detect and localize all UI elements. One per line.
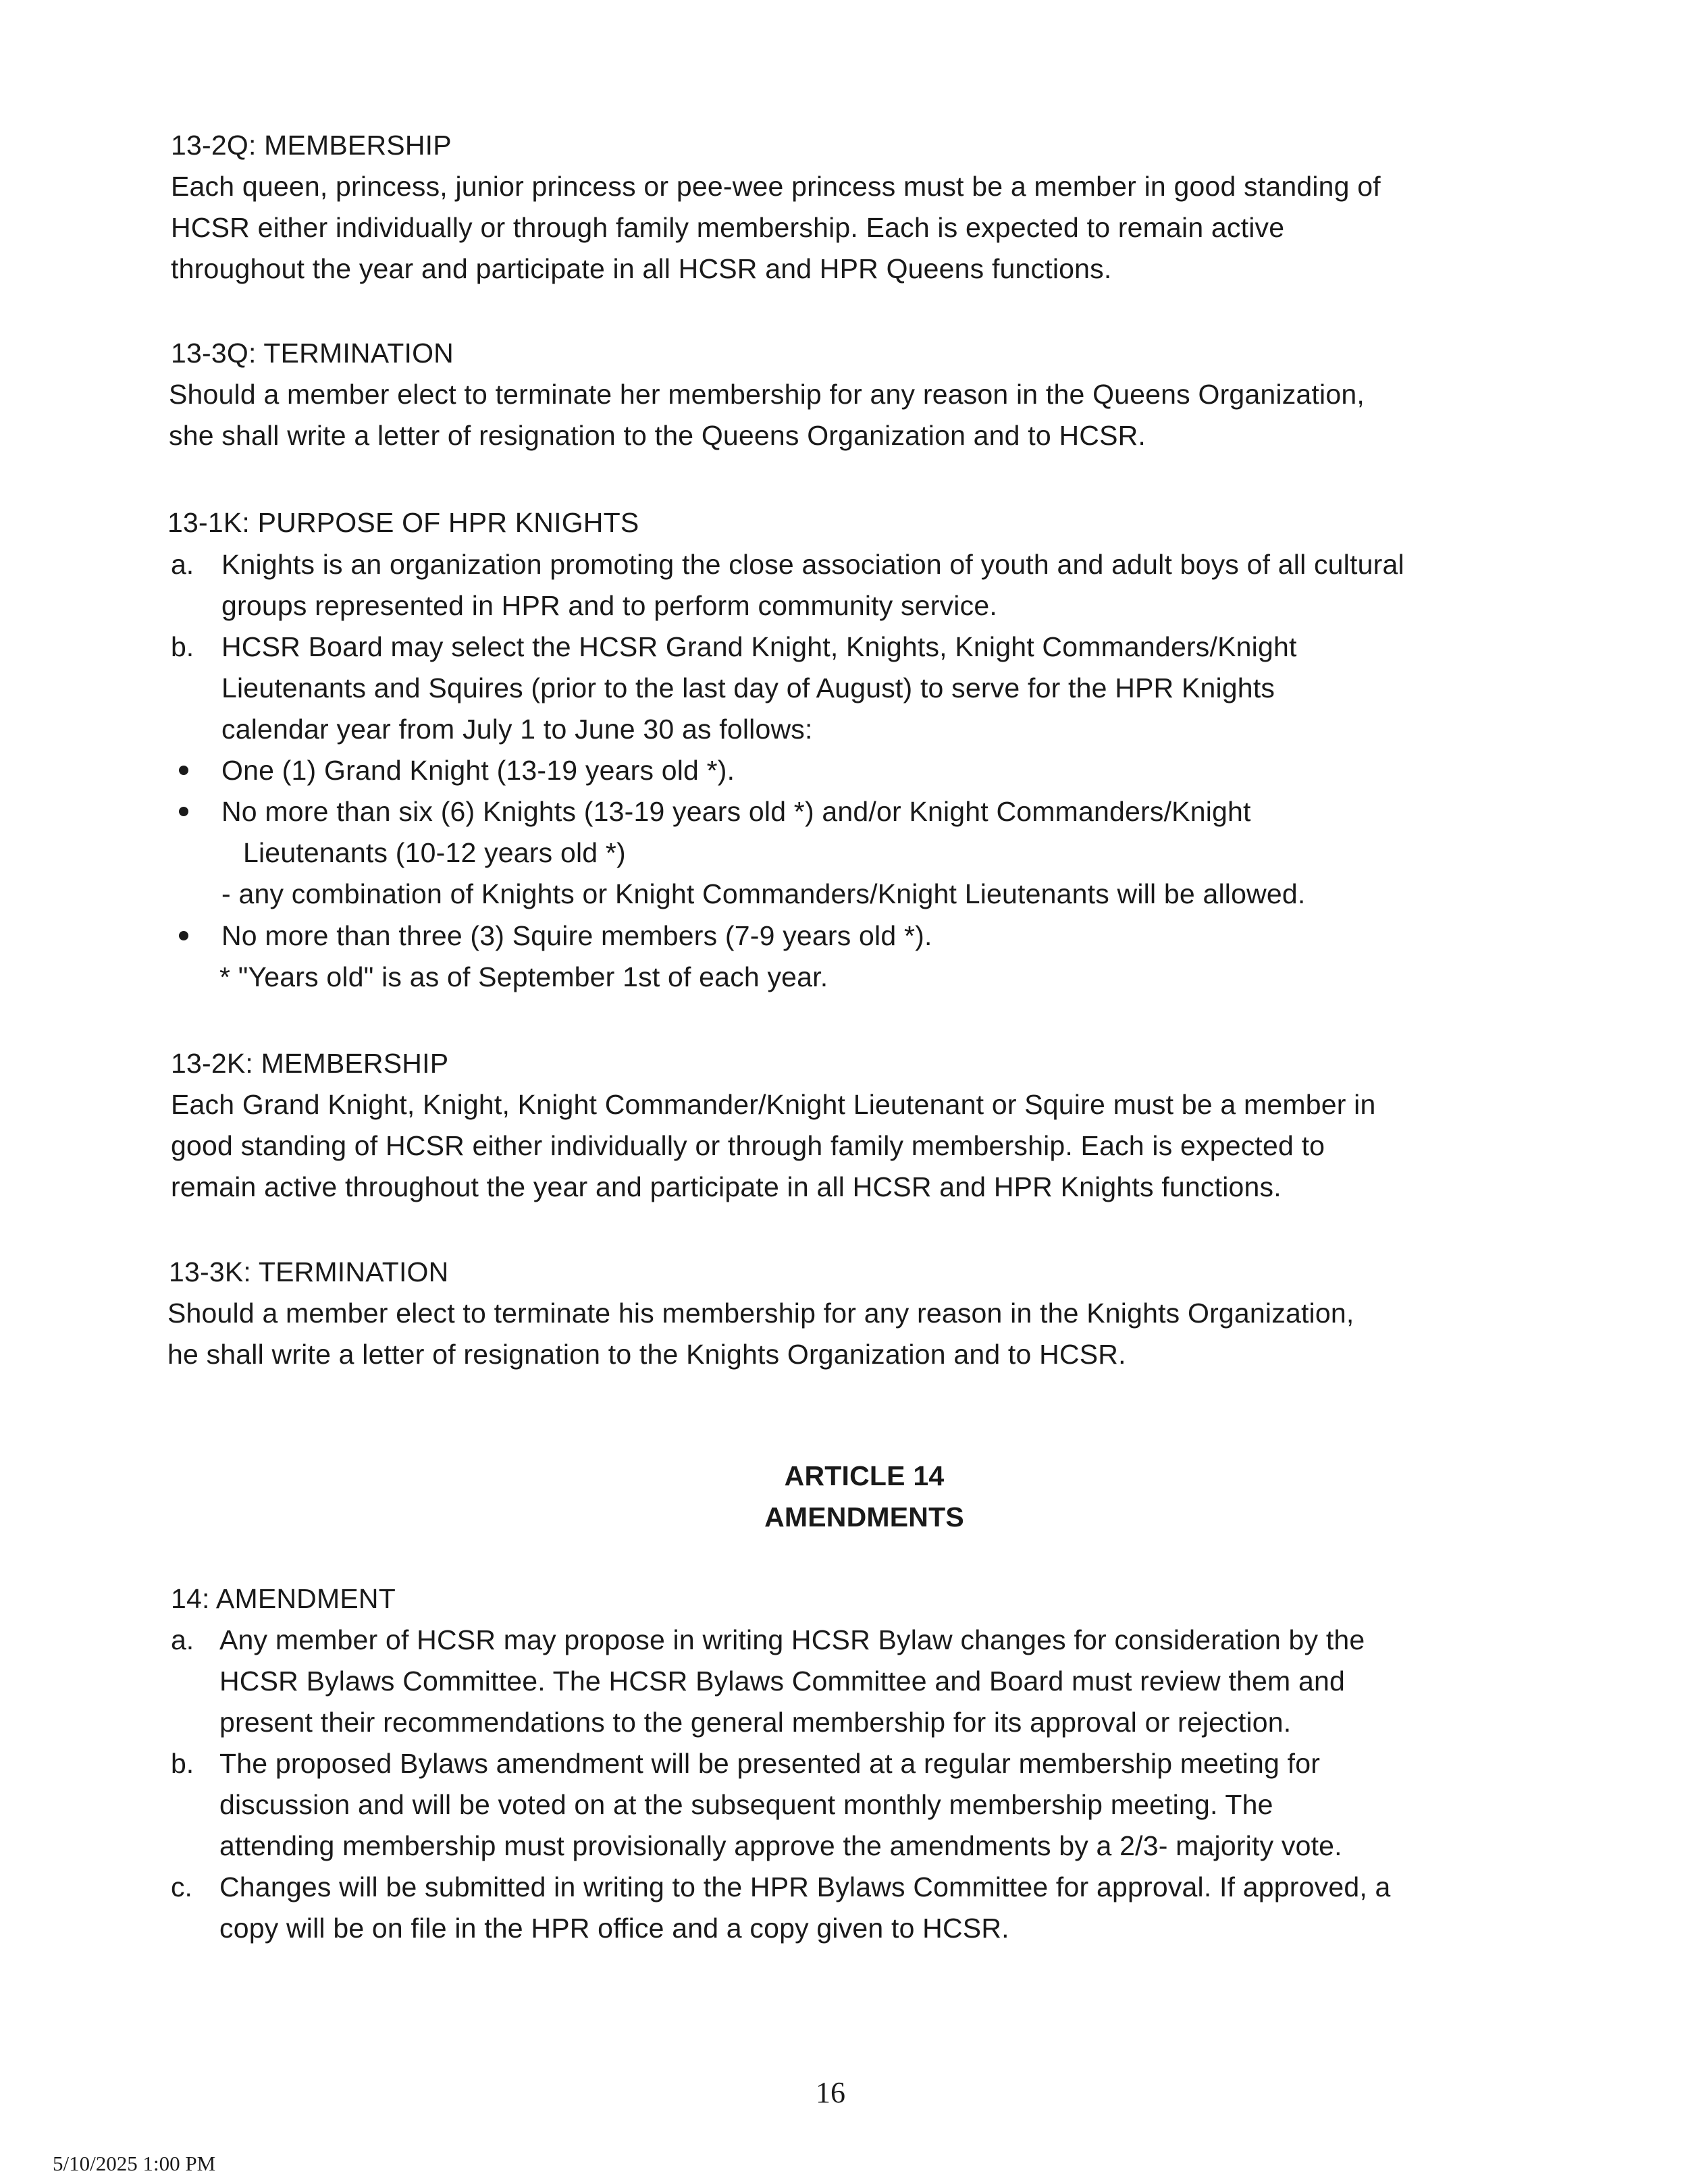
paragraph-line: Should a member elect to terminate her membership for any reason in the Queens Organization, xyxy=(169,379,1365,410)
paragraph-line: Should a member elect to terminate his membership for any reason in the Knights Organization, xyxy=(167,1298,1354,1329)
section-heading-13-2q: 13-2Q: MEMBERSHIP xyxy=(171,130,452,161)
bullet-item-line: Lieutenants (10-12 years old *) xyxy=(243,837,626,868)
bullet-item-line: No more than six (6) Knights (13-19 years old *) and/or Knight Commanders/Knight xyxy=(221,796,1251,827)
list-item-line: calendar year from July 1 to June 30 as follows: xyxy=(221,714,813,745)
paragraph-line: remain active throughout the year and participate in all HCSR and HPR Knights functions. xyxy=(171,1171,1282,1202)
list-item-line: Any member of HCSR may propose in writing HCSR Bylaw changes for consideration by the xyxy=(219,1624,1365,1655)
section-heading-13-3q: 13-3Q: TERMINATION xyxy=(171,338,454,369)
paragraph-line: throughout the year and participate in all HCSR and HPR Queens functions. xyxy=(171,253,1112,284)
page-number: 16 xyxy=(816,2076,845,2109)
list-item-line: Lieutenants and Squires (prior to the last day of August) to serve for the HPR Knights xyxy=(221,672,1275,703)
list-item-line: groups represented in HPR and to perform community service. xyxy=(221,590,997,621)
paragraph-line: HCSR either individually or through family membership. Each is expected to remain active xyxy=(171,212,1285,243)
list-item-line: Knights is an organization promoting the close association of youth and adult boys of all cultural xyxy=(221,549,1404,580)
list-item-line: HCSR Bylaws Committee. The HCSR Bylaws Committee and Board must review them and xyxy=(219,1666,1345,1697)
list-marker: b. xyxy=(171,1748,194,1779)
bullet-icon xyxy=(179,807,188,816)
list-item-line: attending membership must provisionally approve the amendments by a 2/3- majority vote. xyxy=(219,1830,1342,1861)
list-item-line: copy will be on file in the HPR office and a copy given to HCSR. xyxy=(219,1913,1009,1944)
list-marker: c. xyxy=(171,1871,192,1902)
bullet-item-line: - any combination of Knights or Knight Commanders/Knight Lieutenants will be allowed. xyxy=(221,878,1306,909)
footnote: * "Years old" is as of September 1st of each year. xyxy=(219,961,828,992)
paragraph-line: he shall write a letter of resignation to the Knights Organization and to HCSR. xyxy=(167,1339,1126,1370)
paragraph-line: Each queen, princess, junior princess or pee-wee princess must be a member in good standing of xyxy=(171,171,1381,202)
footer-timestamp: 5/10/2025 1:00 PM xyxy=(53,2152,216,2175)
paragraph-line: she shall write a letter of resignation to the Queens Organization and to HCSR. xyxy=(169,420,1146,451)
list-item-line: HCSR Board may select the HCSR Grand Knight, Knights, Knight Commanders/Knight xyxy=(221,631,1297,662)
list-marker: a. xyxy=(171,549,194,580)
bullet-icon xyxy=(179,931,188,940)
bullet-item-line: No more than three (3) Squire members (7-9 years old *). xyxy=(221,920,932,951)
article-title: AMENDMENTS xyxy=(764,1501,964,1533)
bullet-item-line: One (1) Grand Knight (13-19 years old *). xyxy=(221,755,735,786)
list-item-line: present their recommendations to the general membership for its approval or rejection. xyxy=(219,1707,1292,1738)
list-marker: b. xyxy=(171,631,194,662)
list-item-line: Changes will be submitted in writing to the HPR Bylaws Committee for approval. If approved, a xyxy=(219,1871,1391,1902)
list-marker: a. xyxy=(171,1624,194,1655)
paragraph-line: Each Grand Knight, Knight, Knight Commander/Knight Lieutenant or Squire must be a member in xyxy=(171,1089,1376,1120)
section-heading-13-2k: 13-2K: MEMBERSHIP xyxy=(171,1048,449,1079)
section-heading-13-3k: 13-3K: TERMINATION xyxy=(169,1256,449,1287)
list-item-line: The proposed Bylaws amendment will be presented at a regular membership meeting for xyxy=(219,1748,1321,1779)
article-number: ARTICLE 14 xyxy=(784,1460,945,1491)
list-item-line: discussion and will be voted on at the subsequent monthly membership meeting. The xyxy=(219,1789,1273,1820)
section-heading-13-1k: 13-1K: PURPOSE OF HPR KNIGHTS xyxy=(167,507,639,538)
bullet-icon xyxy=(179,766,188,775)
paragraph-line: good standing of HCSR either individually or through family membership. Each is expected to xyxy=(171,1130,1325,1161)
section-heading-14: 14: AMENDMENT xyxy=(171,1583,396,1614)
